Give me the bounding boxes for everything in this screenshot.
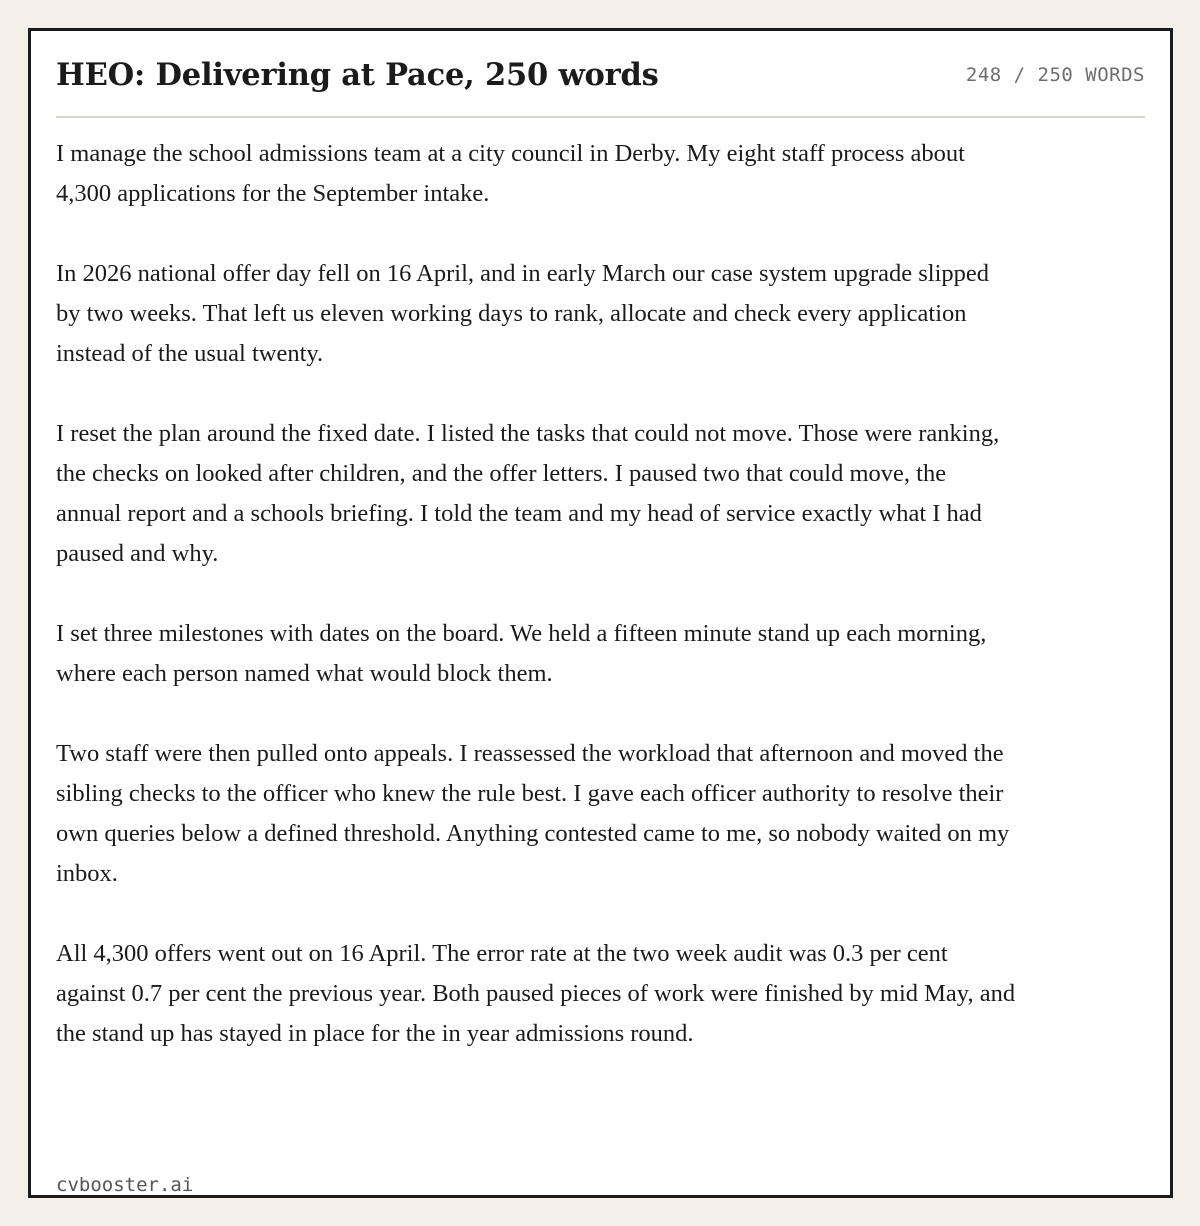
document-card (28, 28, 1173, 1198)
paragraph: I reset the plan around the fixed date. I listed the tasks that could not move. Those were ranking, the checks on looked after children, and the offer letters. I paused two that could move, the annual report and a schools briefing. I told the team and my head of service exactly what I had paused and why. (56, 420, 1000, 567)
paragraph: All 4,300 offers went out on 16 April. The error rate at the two week audit was 0.3 per cent against 0.7 per cent the previous year. Both paused pieces of work were finished by mid May, and the stand up has stayed in place for the in year admissions round. (56, 940, 1016, 1047)
header-divider (56, 116, 1145, 118)
paragraph: I set three milestones with dates on the board. We held a fifteen minute stand up each morning, where each person named what would block them. (56, 620, 987, 687)
paragraph: Two staff were then pulled onto appeals. I reassessed the workload that afternoon and moved the sibling checks to the officer who knew the rule best. I gave each officer authority to resolve their own queries below a defined threshold. Anything contested came to me, so nobody waited on my inbox. (56, 740, 1010, 887)
footer-brand: cvbooster.ai (56, 1174, 194, 1196)
document-title: HEO: Delivering at Pace, 250 words (56, 57, 659, 93)
document-header (56, 53, 1145, 97)
document-body (56, 134, 1016, 1054)
paragraph: In 2026 national offer day fell on 16 April, and in early March our case system upgrade slipped by two weeks. That left us eleven working days to rank, allocate and check every application instead of the usual twenty. (56, 260, 990, 367)
paragraph: I manage the school admissions team at a city council in Derby. My eight staff process about 4,300 applications for the September intake. (56, 140, 965, 207)
word-count: 248 / 250 WORDS (965, 64, 1145, 86)
